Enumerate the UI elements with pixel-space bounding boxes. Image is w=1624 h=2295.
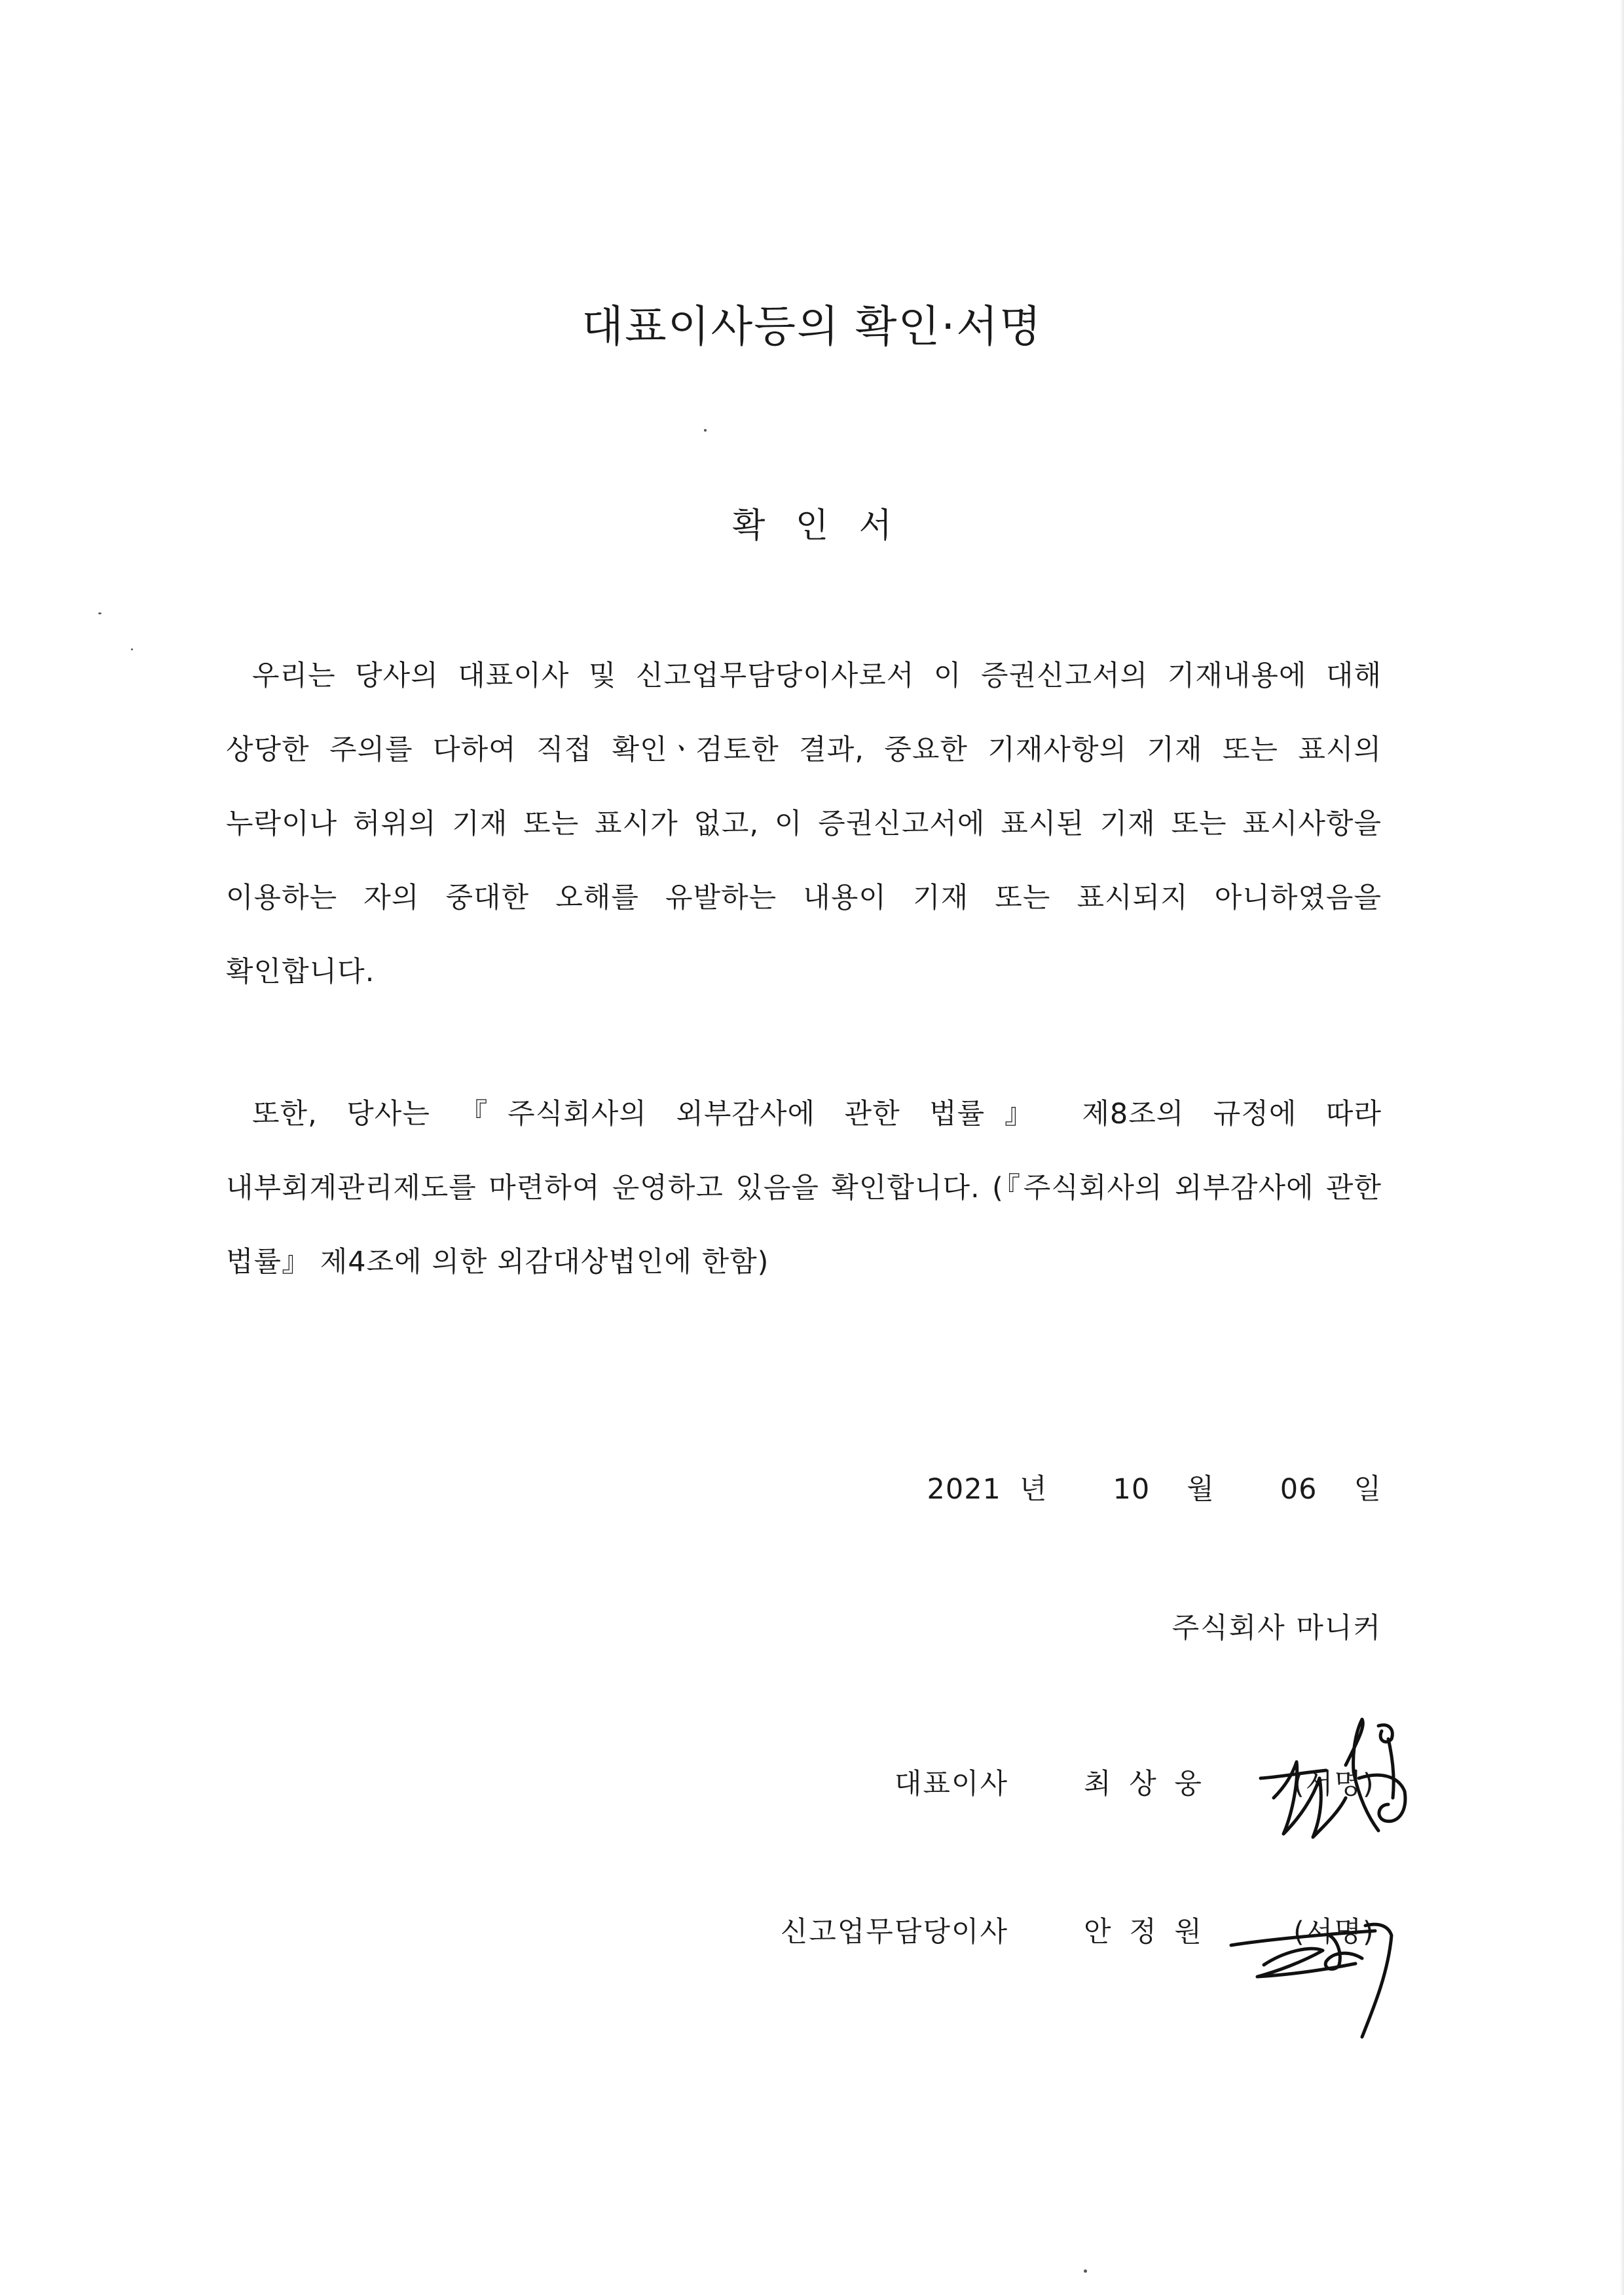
handwritten-signature-ceo xyxy=(1247,1700,1418,1857)
scan-speck xyxy=(1084,2269,1087,2273)
document-title: 대표이사등의 확인·서명 xyxy=(581,301,1043,352)
confirmation-paragraph-text: 우리는 당사의 대표이사 및 신고업무담당이사로서 이 증권신고서의 기재내용에 대해 상당한 주의를 다하여 직접 확인ㆍ검토한 결과, 중요한 기재사항의 기재 또는 표시의 누락이나 허위의 기재 또는 표시가 없고, 이 증권신고서에 표시된 기재 또는 표시사항을 이용하는 자의 중대한 오해를 유발하는 내용이 기재 또는 표시되지 아니하였음을 확인합니다. xyxy=(226,660,1382,988)
handwritten-signature-reporting-director xyxy=(1225,1899,1414,2050)
company-name: 주식회사 마니커 xyxy=(1172,1612,1382,1645)
signatory-name: 최 상 웅 xyxy=(1084,1768,1203,1801)
scan-speck xyxy=(704,429,707,432)
date-day: 06 xyxy=(1280,1473,1318,1506)
internal-control-paragraph-text: 또한, 당사는 『주식회사의 외부감사에 관한 법률』 제8조의 규정에 따라 내부회계관리제도를 마련하여 운영하고 있음을 확인합니다. (『주식회사의 외부감사에 관한 법률』 제4조에 의한 외감대상법인에 한함) xyxy=(226,1098,1382,1278)
scan-speck xyxy=(131,648,133,650)
scan-speck xyxy=(98,612,101,614)
signatory-role: 대표이사 xyxy=(894,1768,1008,1801)
date-year: 2021 xyxy=(927,1473,1001,1506)
document-subtitle: 확 인 서 xyxy=(732,506,892,546)
internal-control-paragraph xyxy=(226,1077,1382,1299)
signature-label: (서명) xyxy=(1293,1768,1375,1801)
document-date xyxy=(927,1467,1382,1507)
signature-label: (서명) xyxy=(1293,1916,1375,1949)
signatory-name: 안 정 원 xyxy=(1084,1916,1203,1949)
date-month: 10 xyxy=(1113,1473,1151,1506)
date-day-unit: 일 xyxy=(1354,1473,1382,1506)
confirmation-paragraph xyxy=(226,639,1382,1009)
date-year-unit: 년 xyxy=(1019,1473,1048,1506)
date-month-unit: 월 xyxy=(1187,1473,1215,1506)
signatory-role: 신고업무담당이사 xyxy=(780,1916,1008,1949)
